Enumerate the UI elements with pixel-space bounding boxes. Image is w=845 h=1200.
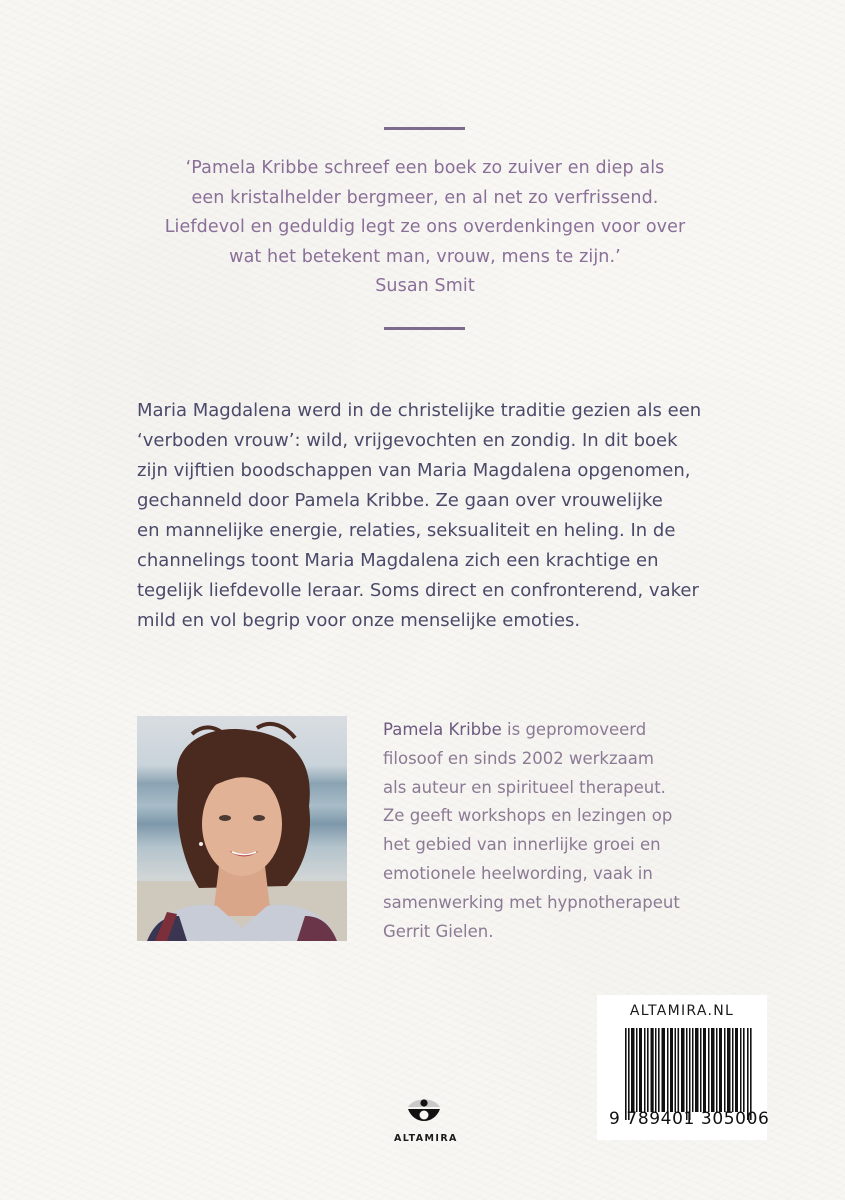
description-line: Maria Magdalena werd in de christelijke traditie gezien als een [137, 400, 702, 421]
bottom-divider [384, 327, 465, 330]
bio-line: het gebied van innerlijke groei en [383, 835, 661, 855]
bio-line [383, 716, 713, 745]
quote-line: ‘Pamela Kribbe schreef een boek zo zuiver en diep als [185, 158, 665, 178]
bio-line: emotionele heelwording, vaak in [383, 863, 653, 883]
bio-line: Gerrit Gielen. [383, 921, 494, 941]
description-line: mild en vol begrip voor onze menselijke emoties. [137, 610, 581, 631]
publisher-website: ALTAMIRA.NL [629, 1003, 735, 1019]
isbn-number: 9 789401 305006 [609, 1109, 770, 1129]
author-portrait-illustration [137, 716, 347, 941]
top-divider [384, 127, 465, 130]
bio-line: als auteur en spiritueel therapeut. [383, 777, 666, 797]
quote-line: Liefdevol en geduldig legt ze ons overdenkingen voor over [164, 217, 686, 237]
quote-attribution: Susan Smit [375, 276, 475, 296]
barcode-block [597, 995, 770, 1140]
author-photo [137, 716, 347, 941]
publisher-name: ALTAMIRA [394, 1133, 458, 1144]
description-line: gechanneld door Pamela Kribbe. Ze gaan over vrouwelijke [137, 490, 663, 511]
description-line: ‘verboden vrouw’: wild, vrijgevochten en zondig. In dit boek [137, 430, 678, 451]
quote-line: een kristalhelder bergmeer, en al net zo verfrissend. [191, 187, 659, 208]
bio-line: Ze geeft workshops en lezingen op [383, 806, 673, 826]
description-line: channelings toont Maria Magdalena zich een krachtige en [137, 550, 659, 571]
bio-line: samenwerking met hypnotherapeut [383, 892, 680, 912]
description-line: zijn vijftien boodschappen van Maria Magdalena opgenomen, [137, 460, 691, 481]
bio-line: filosoof en sinds 2002 werkzaam [383, 748, 654, 768]
quote-line: wat het betekent man, vrouw, mens te zijn.’ [229, 246, 621, 267]
barcode-icon [625, 1028, 755, 1120]
publisher-logo [394, 1095, 458, 1155]
eye-logo-icon [406, 1095, 442, 1127]
book-description [137, 396, 737, 636]
endorsement-quote [130, 154, 720, 302]
bio-first-line-text: is gepromoveerd [501, 720, 647, 739]
author-bio [383, 716, 713, 946]
description-line: tegelijk liefdevolle leraar. Soms direct en confronterend, vaker [137, 580, 699, 601]
description-line: en mannelijke energie, relaties, seksualiteit en heling. In de [137, 520, 676, 541]
author-name: Pamela Kribbe [383, 720, 502, 739]
